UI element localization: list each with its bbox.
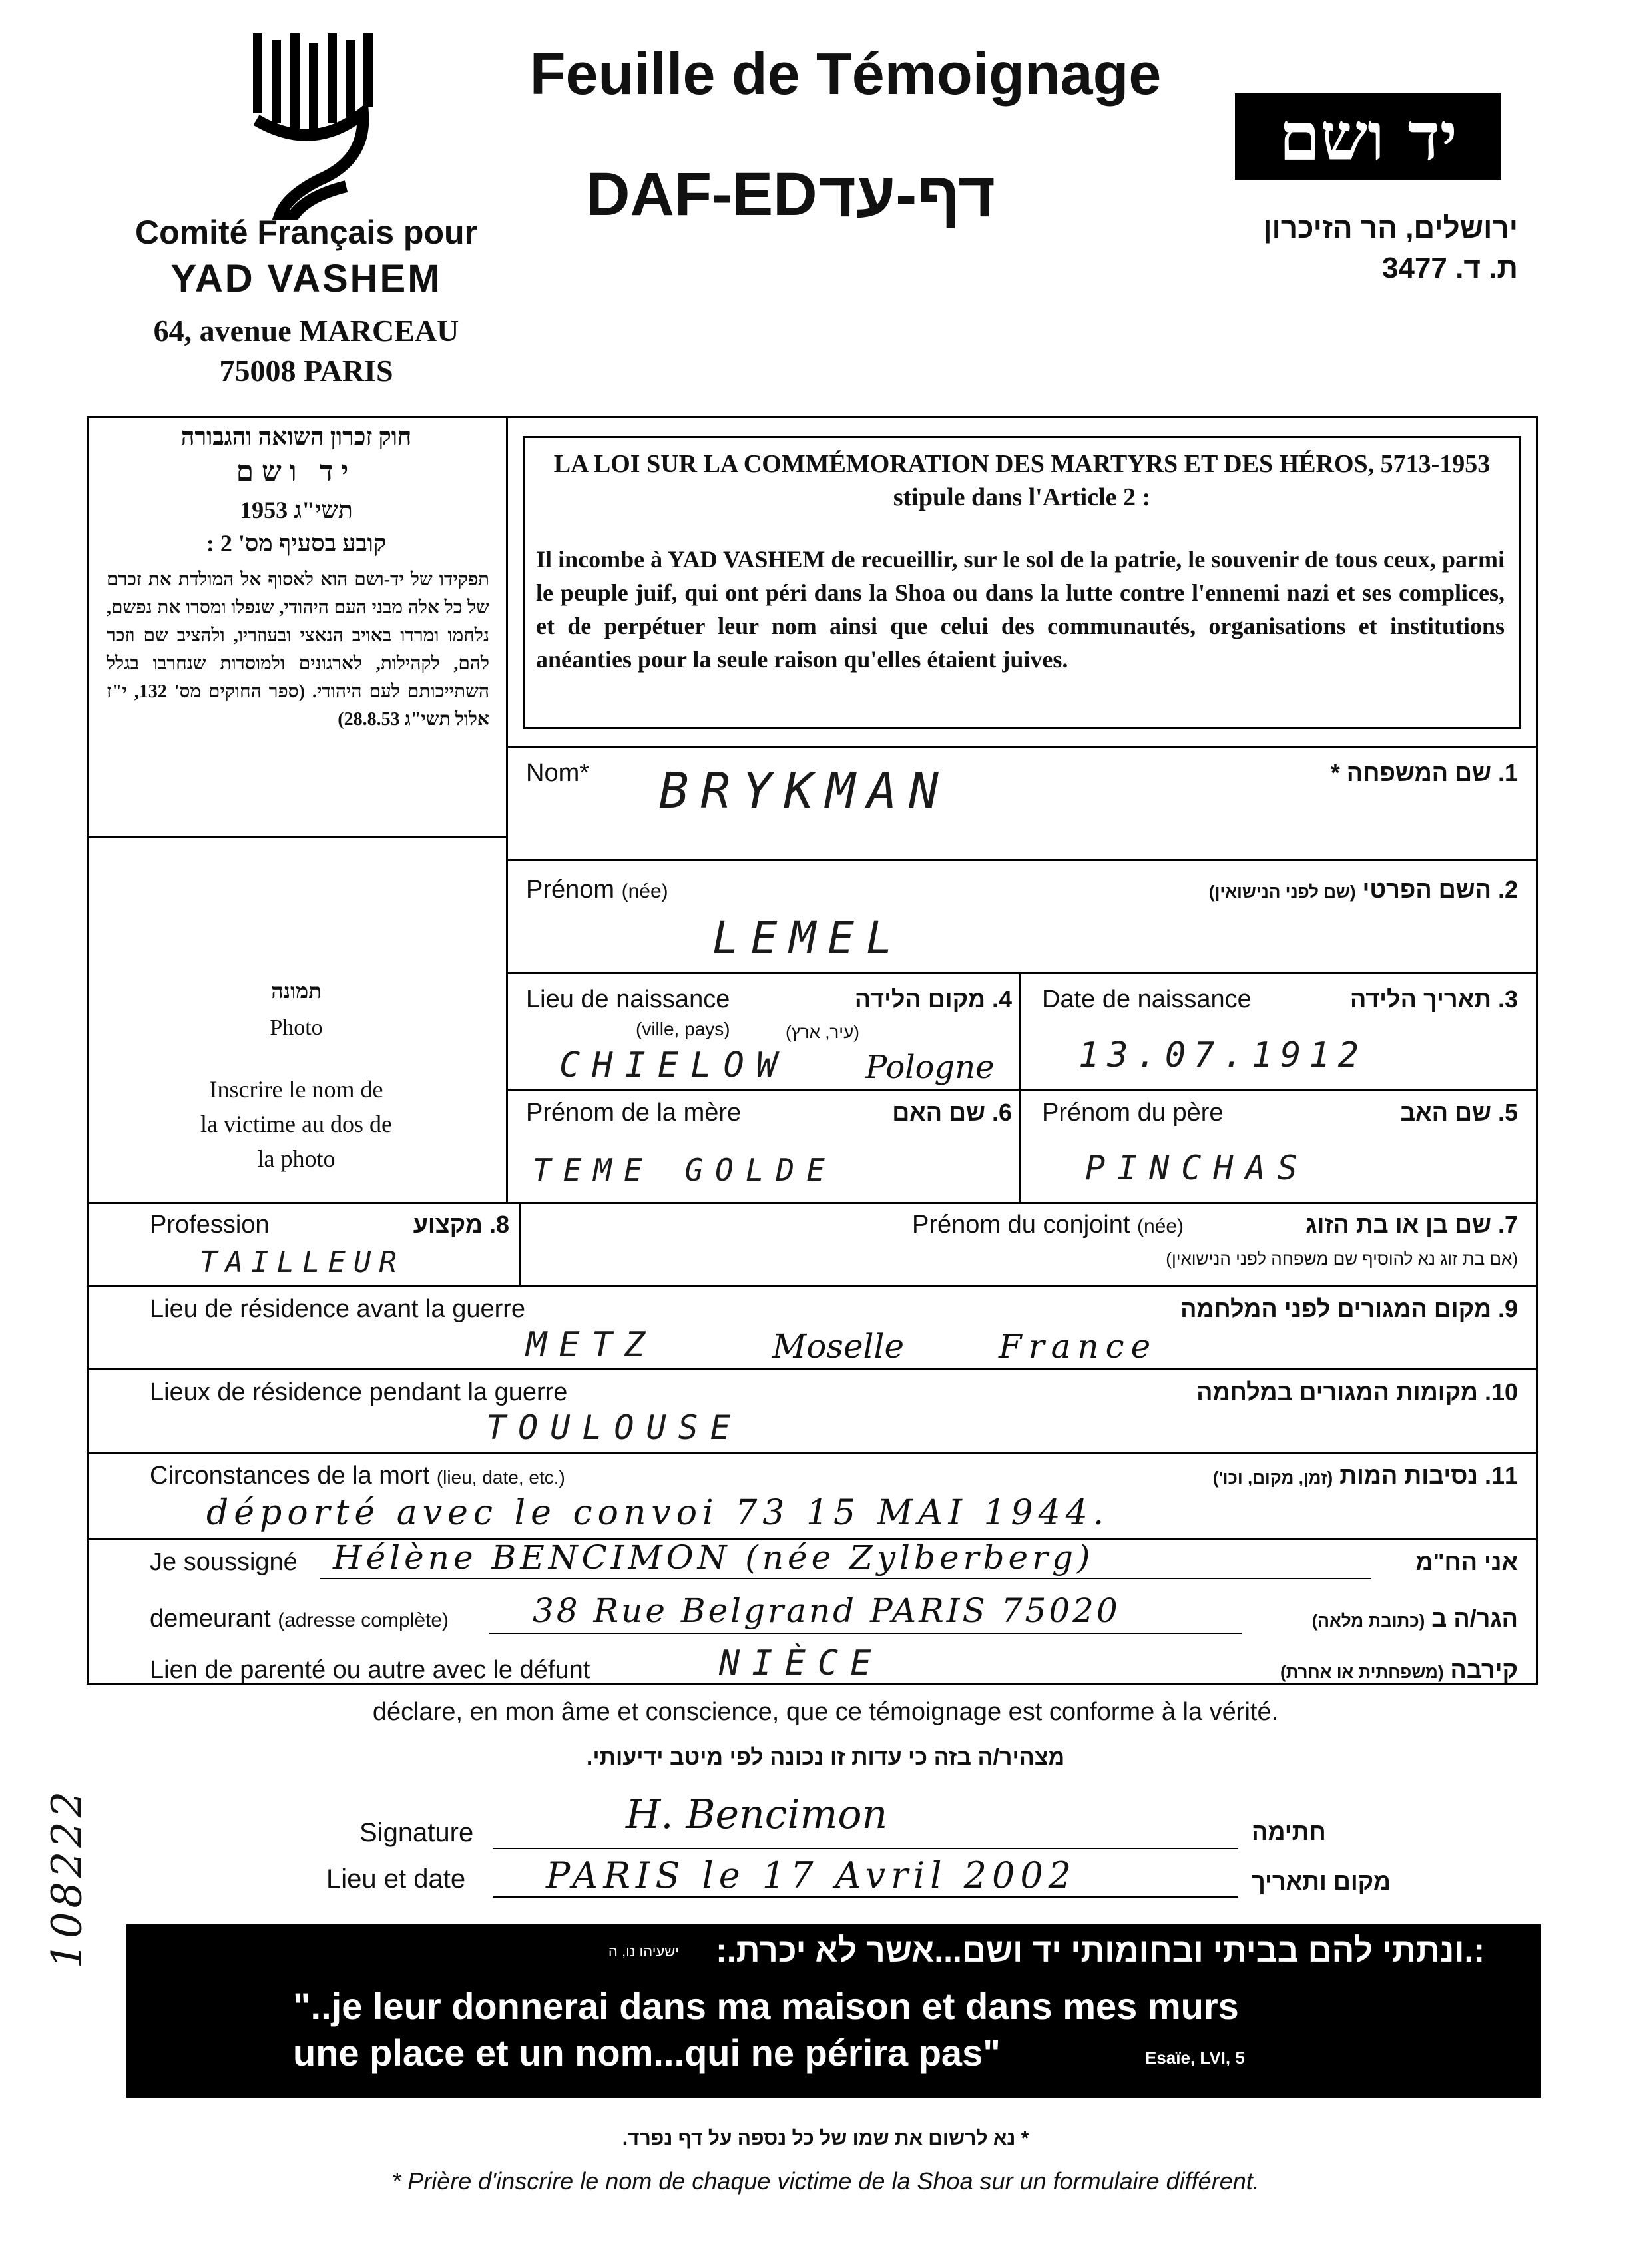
residence-pendant-hebrew: 10. מקומות המגורים במלחמה (1196, 1378, 1518, 1406)
demeurant-value[interactable]: 38 Rue Belgrand PARIS 75020 (533, 1591, 1120, 1630)
footer-french-note: * Prière d'inscrire le nom de chaque victime de la Shoa sur un formulaire différent. (391, 2167, 1260, 2195)
law-main-subtitle: stipule dans l'Article 2 : (893, 483, 1151, 511)
profession-hebrew: 8. מקצוע (413, 1211, 509, 1238)
signature-label: Signature (359, 1818, 474, 1847)
declaration-fr: déclare, en mon âme et conscience, que ce témoignage est conforme à la vérité. (372, 1698, 1279, 1726)
signature-hebrew: חתימה (1252, 1818, 1326, 1845)
prenom-pere-label: Prénom du père (1042, 1099, 1224, 1127)
lieu-date-label: Lieu et date (326, 1864, 466, 1894)
photo-label: Photo (270, 1015, 323, 1040)
photo-instruction: Inscrire le nom de la victime au dos de la photo (200, 1076, 392, 1172)
law-sidebar-line1: חוק זכרון השואה והגבורה (180, 424, 412, 450)
residence-avant-region[interactable]: Moselle (772, 1327, 905, 1366)
profession-value[interactable]: TAILLEUR (200, 1245, 405, 1279)
side-number-wrap (40, 1705, 93, 1971)
prenom-mere-label: Prénom de la mère (526, 1099, 742, 1127)
residence-pendant-value[interactable]: TOULOUSE (486, 1408, 742, 1447)
lien-hebrew: קירבה (משפחתית או אחרת) (1280, 1656, 1518, 1683)
prenom-mere-value[interactable]: TEME GOLDE (533, 1152, 837, 1188)
side-number: 108222 (42, 1787, 91, 1969)
lien-value[interactable]: NIÈCE (719, 1643, 883, 1683)
nom-value[interactable]: BRYKMAN (659, 762, 951, 820)
lieu-naissance-hebrew-small: (עיר, ארץ) (786, 1022, 859, 1042)
hebrew-address: ירושלים, הר הזיכרון (1263, 212, 1518, 244)
address-line2: 75008 PARIS (219, 354, 393, 388)
photo-hebrew: תמונה (271, 979, 322, 1003)
law-main-title: LA LOI SUR LA COMMÉMORATION DES MARTYRS ET DES HÉROS, 5713-1953 (553, 450, 1491, 478)
date-naissance-hebrew: 3. תאריך הלידה (1349, 986, 1518, 1013)
daf-ed-hebrew: דף-עד (819, 159, 995, 230)
date-naissance-value[interactable]: 13.07.1912 (1078, 1035, 1367, 1075)
residence-avant-country[interactable]: France (999, 1327, 1158, 1366)
prenom-value[interactable]: LEMEL (712, 912, 905, 964)
circonstances-value[interactable]: déporté avec le convoi 73 15 MAI 1944. (206, 1493, 1110, 1533)
profession-label: Profession (150, 1211, 270, 1239)
yad-vashem-logo: יד ושם (1235, 93, 1501, 180)
banner-french-line2: une place et un nom...qui ne périra pas" (293, 2032, 1001, 2074)
date-naissance-label: Date de naissance (1042, 986, 1252, 1013)
prenom-label: Prénom (née) (526, 876, 668, 904)
prenom-mere-hebrew: 6. שם האם (892, 1099, 1012, 1126)
conjoint-hebrew: 7. שם בן או בת הזוג (1305, 1211, 1518, 1238)
daf-ed-latin: DAF-ED (586, 160, 818, 228)
lieu-naissance-value[interactable]: CHIELOW (559, 1045, 790, 1085)
menorah-logo-icon (240, 27, 386, 220)
nom-label: Nom* (526, 759, 590, 787)
soussigne-label: Je soussigné (150, 1548, 298, 1576)
law-sidebar-body: תפקידו של יד-ושם הוא לאסוף אל המולדת את זכרם של כל אלה מבני העם היהודי, שנפלו ומסרו את נפשם, נלחמו ומרדו באויב הנאצי ובעוזריו, ולהציב שם וזכר להם, לקהילות, לארגונים ולמוסדות שנחרבו בגלל השתייכותם לעם היהודי. (ספר החוקים מס' 132, י"ז אלול תשי"ג 28.8.53) (107, 569, 489, 730)
residence-avant-hebrew: 9. מקום המגורים לפני המלחמה (1180, 1295, 1518, 1322)
prenom-pere-value[interactable]: PINCHAS (1085, 1149, 1309, 1187)
committee-line1: Comité Français pour (135, 214, 477, 251)
demeurant-label: demeurant (adresse complète) (150, 1605, 449, 1633)
nom-hebrew-label: 1. שם המשפחה * (1330, 759, 1518, 786)
lieu-naissance-hebrew: 4. מקום הלידה (854, 986, 1012, 1013)
prenom-hebrew-label: 2. השם הפרטי (שם לפני הנישואין) (1208, 876, 1518, 903)
conjoint-label: Prénom du conjoint (née) (912, 1211, 1184, 1239)
residence-pendant-label: Lieux de résidence pendant la guerre (150, 1378, 568, 1406)
residence-avant-label: Lieu de résidence avant la guerre (150, 1295, 526, 1323)
law-sidebar-line3: תשי"ג 1953 (240, 497, 353, 523)
lieu-naissance-label: Lieu de naissance (526, 986, 730, 1013)
banner-french-ref: Esaïe, LVI, 5 (1145, 2048, 1245, 2068)
address-line1: 64, avenue MARCEAU (153, 314, 459, 348)
soussigne-value[interactable]: Hélène BENCIMON (née Zylberberg) (333, 1538, 1094, 1577)
declaration-he: מצהיר/ה בזה כי עדות זו נכונה לפי מיטב ידיעותי. (586, 1745, 1065, 1770)
lieu-date-value[interactable]: PARIS le 17 Avril 2002 (546, 1854, 1077, 1896)
prenom-pere-hebrew: 5. שם האב (1400, 1099, 1518, 1126)
soussigne-hebrew: אני הח"מ (1415, 1548, 1518, 1575)
demeurant-hebrew: הגר/ה ב (כתובת מלאה) (1311, 1605, 1518, 1632)
lieu-date-hebrew: מקום ותאריך (1252, 1868, 1391, 1895)
lieu-naissance-country[interactable]: Pologne (865, 1049, 995, 1086)
banner-hebrew: :.ונתתי להם בביתי ובחומותי יד ושם...אשר לא יכרת.: (716, 1932, 1485, 1969)
committee-line2: YAD VASHEM (170, 257, 442, 300)
residence-avant-value[interactable]: METZ (526, 1325, 658, 1365)
lien-label: Lien de parenté ou autre avec le défunt (150, 1656, 590, 1684)
circonstances-label: Circonstances de la mort (lieu, date, etc.) (150, 1462, 565, 1490)
page-title: Feuille de Témoignage (529, 41, 1162, 107)
lieu-naissance-small: (ville, pays) (636, 1019, 730, 1039)
po-box: ת. ד. 3477 (1382, 252, 1518, 284)
circonstances-hebrew: 11. נסיבות המות (זמן, מקום, וכו') (1212, 1462, 1518, 1489)
conjoint-hebrew-small: (אם בת זוג נא להוסיף שם משפחה לפני הנישואין) (1166, 1249, 1518, 1269)
footer-hebrew-note: * נא לרשום את שמו של כל נספה על דף נפרד. (622, 2127, 1029, 2149)
signature-value[interactable]: H. Bencimon (626, 1791, 888, 1838)
law-sidebar-line4: קובע בסעיף מס' 2 : (206, 530, 387, 557)
banner-hebrew-ref: ישעיהו נו, ה (608, 1943, 679, 1960)
banner-french-line1: "..je leur donnerai dans ma maison et dans mes murs (293, 1985, 1239, 2027)
law-sidebar-line2: יד ושם (236, 457, 357, 487)
law-main-body: Il incombe à YAD VASHEM de recueillir, sur le sol de la patrie, le souvenir de tous ceux, parmi le peuple juif, qui ont péri dans la Shoa ou dans la lutte contre l'ennemi nazi et ses complices, et de perpétuer leur nom ainsi que celui des communautés, organisations et institutions anéanties pour la seule raison qu'elles étaient juives. (536, 546, 1505, 673)
